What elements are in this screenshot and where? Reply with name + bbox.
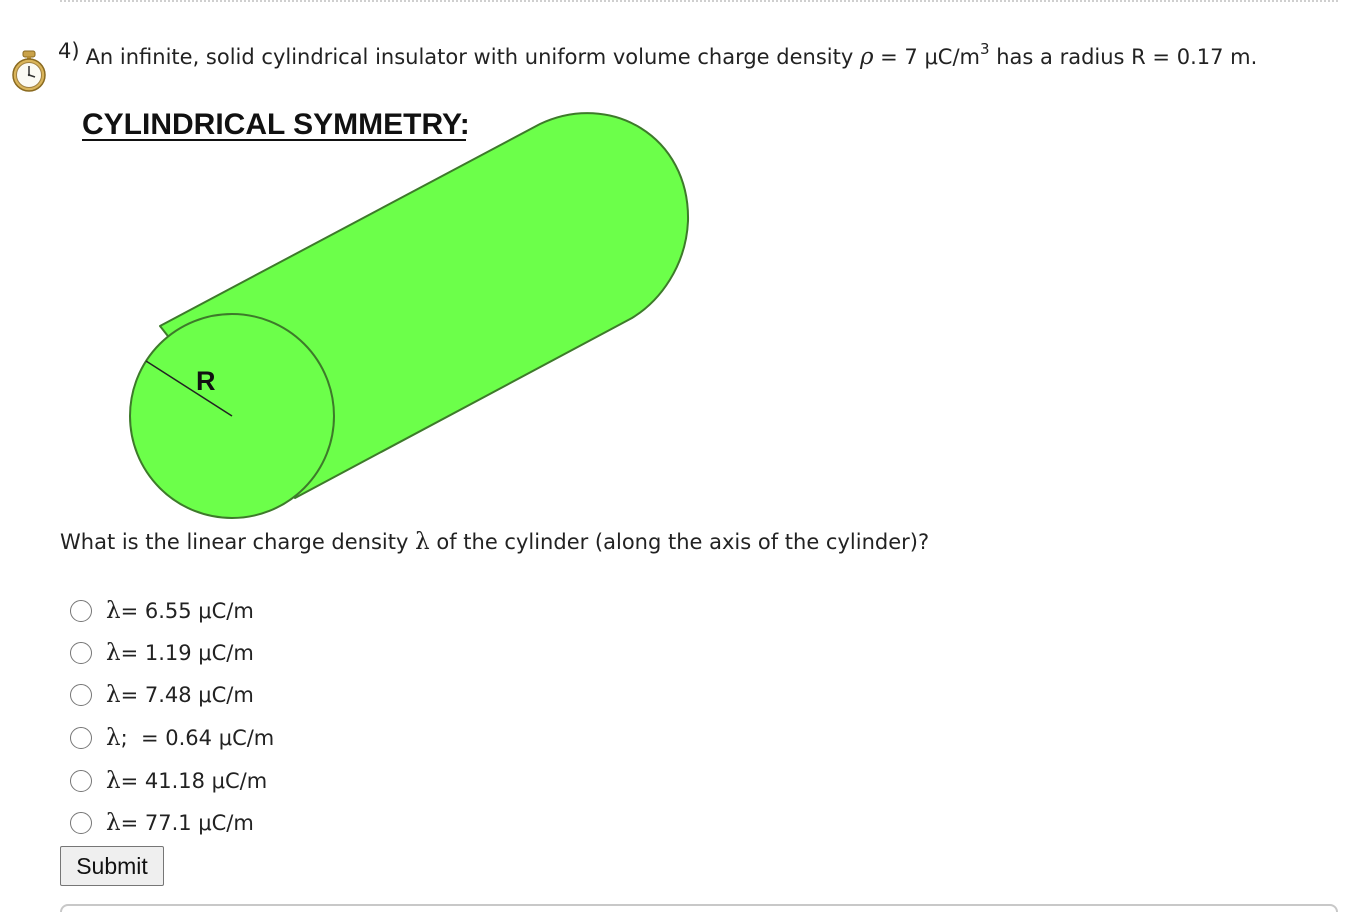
radius-label: R (196, 366, 216, 396)
question-stem (58, 40, 1338, 74)
rho-exponent: 3 (980, 40, 990, 58)
submit-button[interactable]: Submit (60, 846, 164, 886)
stopwatch-icon (8, 50, 50, 92)
option-text: = 41.18 μC/m (120, 769, 268, 793)
option-text: = 6.55 μC/m (120, 599, 254, 623)
answer-options (66, 590, 274, 844)
option-symbol: λ (106, 640, 121, 666)
figure-title: CYLINDRICAL SYMMETRY: (82, 108, 470, 141)
top-divider (60, 0, 1338, 2)
question-number: 4) (58, 39, 80, 63)
radio-button[interactable] (70, 600, 92, 622)
radio-button[interactable] (70, 812, 92, 834)
answer-option[interactable] (66, 674, 274, 716)
option-symbol: λ (106, 768, 121, 794)
question-prompt (60, 526, 929, 558)
option-symbol: λ (106, 682, 121, 708)
radio-button[interactable] (70, 770, 92, 792)
radio-button[interactable] (70, 642, 92, 664)
option-symbol: λ (106, 725, 121, 751)
question-text-radius: has a radius R = 0.17 m. (989, 45, 1258, 69)
prompt-text-after: of the cylinder (along the axis of the cylinder)? (429, 530, 930, 554)
option-text: = 77.1 μC/m (120, 811, 254, 835)
question-text-part: An infinite, solid cylindrical insulator with uniform volume charge density (85, 45, 860, 69)
option-symbol: λ (106, 598, 121, 624)
prompt-text-before: What is the linear charge density (60, 530, 416, 554)
answer-option[interactable] (66, 760, 274, 802)
feedback-box (60, 904, 1338, 912)
answer-option[interactable] (66, 590, 274, 632)
option-text: ; = 0.64 μC/m (120, 726, 275, 750)
lambda-symbol: λ (415, 529, 430, 555)
answer-option[interactable] (66, 802, 274, 844)
rho-value: = 7 μC/m (873, 45, 981, 69)
radio-button[interactable] (70, 684, 92, 706)
option-symbol: λ (106, 810, 121, 836)
answer-option[interactable] (66, 632, 274, 674)
radio-button[interactable] (70, 727, 92, 749)
option-text: = 1.19 μC/m (120, 641, 254, 665)
answer-option[interactable] (66, 716, 274, 760)
rho-symbol: ρ (859, 44, 874, 70)
option-text: = 7.48 μC/m (120, 683, 254, 707)
cylinder-figure (0, 96, 720, 526)
